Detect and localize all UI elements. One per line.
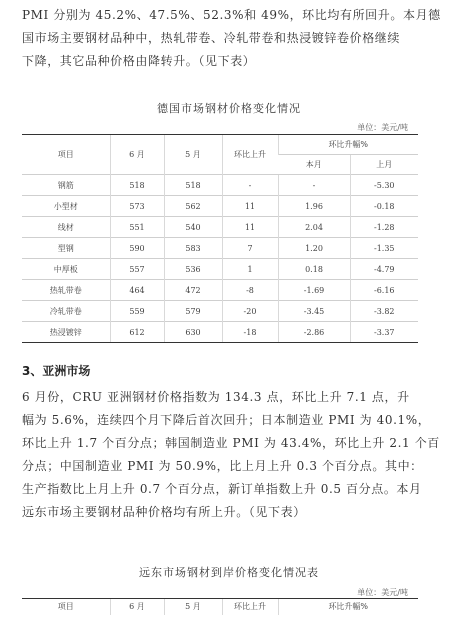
asia-line: 远东市场主要钢材品种价格均有所上升。（见下表） xyxy=(22,505,306,519)
cell-mom: 11 xyxy=(222,196,278,217)
cell-this-month: - xyxy=(278,175,350,196)
header-mom: 环比上升 xyxy=(222,599,278,615)
cell-may: 536 xyxy=(164,259,222,280)
cell-june: 557 xyxy=(110,259,164,280)
asia-line: 分点；中国制造业 PMI 为 50.9%，比上月上升 0.3 个百分点。其中： xyxy=(22,459,423,473)
cell-may: 579 xyxy=(164,301,222,322)
cell-may: 583 xyxy=(164,238,222,259)
section-heading: 3、亚洲市场 xyxy=(22,364,91,378)
cell-mom: -20 xyxy=(222,301,278,322)
cell-last-month: -1.35 xyxy=(350,238,418,259)
cell-this-month: -3.45 xyxy=(278,301,350,322)
cell-mom: -8 xyxy=(222,280,278,301)
cell-item: 热轧带卷 xyxy=(22,280,110,301)
header-june: 6 月 xyxy=(110,135,164,175)
header-mom: 环比上升 xyxy=(222,135,278,175)
intro-line: PMI 分别为 45.2%、47.5%、52.3%和 49%，环比均有所回升。本月德 xyxy=(22,8,441,22)
asia-paragraph xyxy=(22,386,440,524)
cell-june: 573 xyxy=(110,196,164,217)
header-june: 6 月 xyxy=(110,599,164,615)
asia-line: 6 月份，CRU 亚洲钢材价格指数为 134.3 点，环比上升 7.1 点，升 xyxy=(22,390,410,404)
cell-last-month: -0.18 xyxy=(350,196,418,217)
cell-june: 464 xyxy=(110,280,164,301)
cell-may: 630 xyxy=(164,322,222,343)
cell-last-month: -5.30 xyxy=(350,175,418,196)
cell-mom: 1 xyxy=(222,259,278,280)
fareast-table-title: 远东市场钢材到岸价格变化情况表 xyxy=(139,566,319,579)
germany-price-table xyxy=(22,134,418,343)
table-row xyxy=(22,175,418,196)
cell-mom: 7 xyxy=(222,238,278,259)
fareast-price-table xyxy=(22,598,418,615)
table-row xyxy=(22,196,418,217)
cell-last-month: -6.16 xyxy=(350,280,418,301)
table-row xyxy=(22,217,418,238)
cell-may: 472 xyxy=(164,280,222,301)
cell-item: 冷轧带卷 xyxy=(22,301,110,322)
cell-june: 551 xyxy=(110,217,164,238)
table-row xyxy=(22,301,418,322)
cell-mom: 11 xyxy=(222,217,278,238)
intro-line: 下降，其它品种价格由降转升。（见下表） xyxy=(22,54,256,68)
cell-may: 562 xyxy=(164,196,222,217)
cell-last-month: -1.28 xyxy=(350,217,418,238)
cell-last-month: -3.82 xyxy=(350,301,418,322)
asia-line: 环比上升 1.7 个百分点；韩国制造业 PMI 为 43.4%，环比上升 2.1 个百 xyxy=(22,436,440,450)
intro-paragraph xyxy=(22,4,441,73)
cell-last-month: -3.37 xyxy=(350,322,418,343)
cell-item: 中厚板 xyxy=(22,259,110,280)
cell-this-month: 1.20 xyxy=(278,238,350,259)
cell-this-month: -2.86 xyxy=(278,322,350,343)
germany-table-unit: 单位：美元/吨 xyxy=(357,123,408,132)
cell-june: 590 xyxy=(110,238,164,259)
cell-mom: - xyxy=(222,175,278,196)
cell-item: 型钢 xyxy=(22,238,110,259)
header-this-month: 本月 xyxy=(278,155,350,175)
cell-mom: -18 xyxy=(222,322,278,343)
fareast-table-unit: 单位：美元/吨 xyxy=(357,588,408,597)
cell-june: 612 xyxy=(110,322,164,343)
cell-item: 热浸镀锌 xyxy=(22,322,110,343)
cell-last-month: -4.79 xyxy=(350,259,418,280)
cell-may: 540 xyxy=(164,217,222,238)
header-last-month: 上月 xyxy=(350,155,418,175)
header-item: 项目 xyxy=(22,599,110,615)
header-change-group: 环比升幅% xyxy=(278,135,418,155)
cell-item: 线材 xyxy=(22,217,110,238)
cell-this-month: 0.18 xyxy=(278,259,350,280)
header-item: 项目 xyxy=(22,135,110,175)
cell-june: 559 xyxy=(110,301,164,322)
table-row xyxy=(22,322,418,343)
header-may: 5 月 xyxy=(164,135,222,175)
cell-this-month: 2.04 xyxy=(278,217,350,238)
cell-june: 518 xyxy=(110,175,164,196)
germany-table-title: 德国市场钢材价格变化情况 xyxy=(157,102,301,115)
header-may: 5 月 xyxy=(164,599,222,615)
table-row xyxy=(22,280,418,301)
intro-line: 国市场主要钢材品种中，热轧带卷、冷轧带卷和热浸镀锌卷价格继续 xyxy=(22,31,401,45)
cell-item: 小型材 xyxy=(22,196,110,217)
header-change-group: 环比升幅% xyxy=(278,599,418,615)
asia-line: 生产指数比上月上升 0.7 个百分点，新订单指数上升 0.5 百分点。本月 xyxy=(22,482,422,496)
table-row xyxy=(22,259,418,280)
table-row xyxy=(22,238,418,259)
cell-may: 518 xyxy=(164,175,222,196)
asia-line: 幅为 5.6%，连续四个月下降后首次回升；日本制造业 PMI 为 40.1%， xyxy=(22,413,431,427)
cell-this-month: 1.96 xyxy=(278,196,350,217)
cell-item: 钢筋 xyxy=(22,175,110,196)
cell-this-month: -1.69 xyxy=(278,280,350,301)
